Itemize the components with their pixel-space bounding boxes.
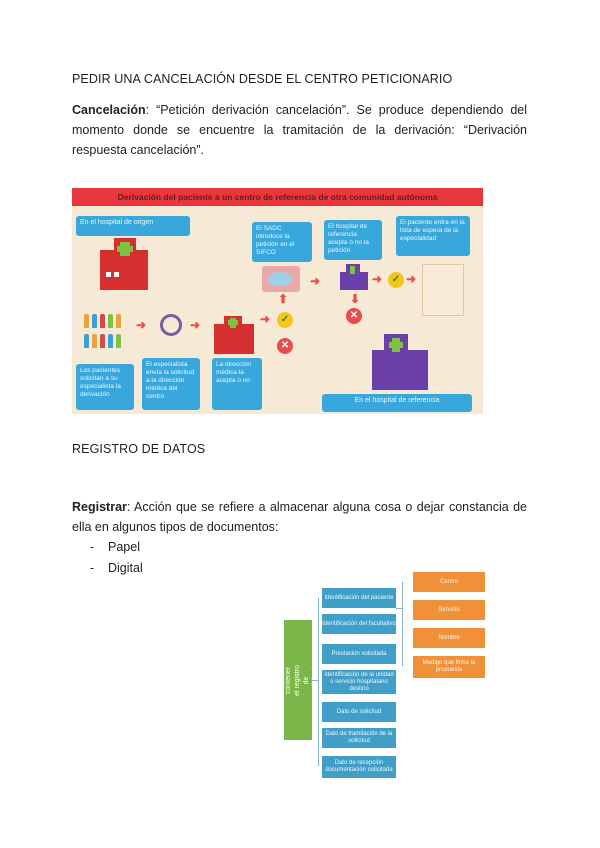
arrow-icon: ⬇ (350, 292, 361, 306)
diagram-item-doctor-id: Identificación del facultativo (322, 614, 396, 634)
box-waiting-list: El paciente entra en la lista de espera de la especialidad (396, 216, 470, 256)
arrow-icon: ➜ (372, 272, 383, 286)
diagram-item-patient-id: Identificación del paciente (322, 588, 396, 608)
sifco-screen-icon (262, 266, 300, 292)
paragraph-cancelacion (72, 100, 527, 160)
term-cancelacion: Cancelación (72, 103, 146, 117)
box-reference-hospital: En el hospital de referencia (322, 394, 472, 412)
diagram-item-reception-date: Dato de recepción documentación solicitada (322, 756, 396, 778)
list-item: - (90, 540, 95, 554)
reject-x-icon: ✕ (346, 308, 362, 324)
box-origin-hospital: En el hospital de origen (76, 216, 190, 236)
diagram-root: Datos que ha de contener el registro de (284, 620, 312, 740)
connector-line (402, 582, 403, 666)
diagram-subitem-center: Centro (413, 572, 485, 592)
section-heading-registro: REGISTRO DE DATOS (72, 442, 206, 456)
box-patients: Los pacientes solicitan a su especialista la derivación (76, 364, 134, 410)
diagram-item-request-date: Dato de solicitud (322, 702, 396, 722)
term-registrar: Registrar (72, 500, 127, 514)
list-item: - (90, 561, 95, 575)
box-direction: La dirección médica la acepta o no (212, 358, 262, 410)
definition-cancelacion: : “Petición derivación cancelación”. Se produce dependiendo del momento donde se encuentre la tramitación de la derivación: “Derivación respuesta cancelación”. (72, 103, 527, 157)
diagram-subitem-service: Servicio (413, 600, 485, 620)
arrow-icon: ➜ (310, 274, 321, 288)
diagram-subitem-signing-doctor: Medigo que firma la propuesta (413, 656, 485, 678)
paragraph-registrar (72, 497, 527, 537)
arrow-icon: ➜ (406, 272, 417, 286)
arrow-icon: ⬆ (278, 292, 289, 306)
stethoscope-icon (160, 314, 182, 336)
diagram-item-processing-date: Dato de tramitación de la solicitud (322, 728, 396, 748)
arrow-icon: ➜ (260, 312, 271, 326)
list-item-papel: Papel (108, 540, 140, 554)
list-item-digital: Digital (108, 561, 143, 575)
section-heading-cancelacion: PEDIR UNA CANCELACIÓN DESDE EL CENTRO PETICIONARIO (72, 72, 453, 86)
reject-x-icon: ✕ (277, 338, 293, 354)
definition-registrar: : Acción que se refiere a almacenar alguna cosa o dejar constancia de ella en algunos tipos de documentos: (72, 500, 527, 534)
arrow-icon: ➜ (136, 318, 147, 332)
arrow-icon: ➜ (190, 318, 201, 332)
waiting-list-icon (422, 264, 464, 316)
box-sadc: El SADC introduce la petición en el SIFCO (252, 222, 312, 262)
accept-check-icon: ✓ (388, 272, 404, 288)
box-ref-accepts: El hospital de referencia acepta o no la petición (324, 220, 382, 260)
connector-line (318, 598, 319, 766)
accept-check-icon: ✓ (277, 312, 293, 328)
diagram-item-unit-id: Identificación de la unidad o servicio hospitalario destino (322, 670, 396, 694)
diagram-subitem-name: Nombre (413, 628, 485, 648)
diagram-item-service: Prestación solicitada (322, 644, 396, 664)
derivation-infographic (72, 188, 483, 414)
box-specialist: El especialista envía la solicitud a la dirección médica del centro (142, 358, 200, 410)
infographic-title: Derivación del paciente a un centro de referencia de otra comunidad autónoma (72, 188, 483, 206)
